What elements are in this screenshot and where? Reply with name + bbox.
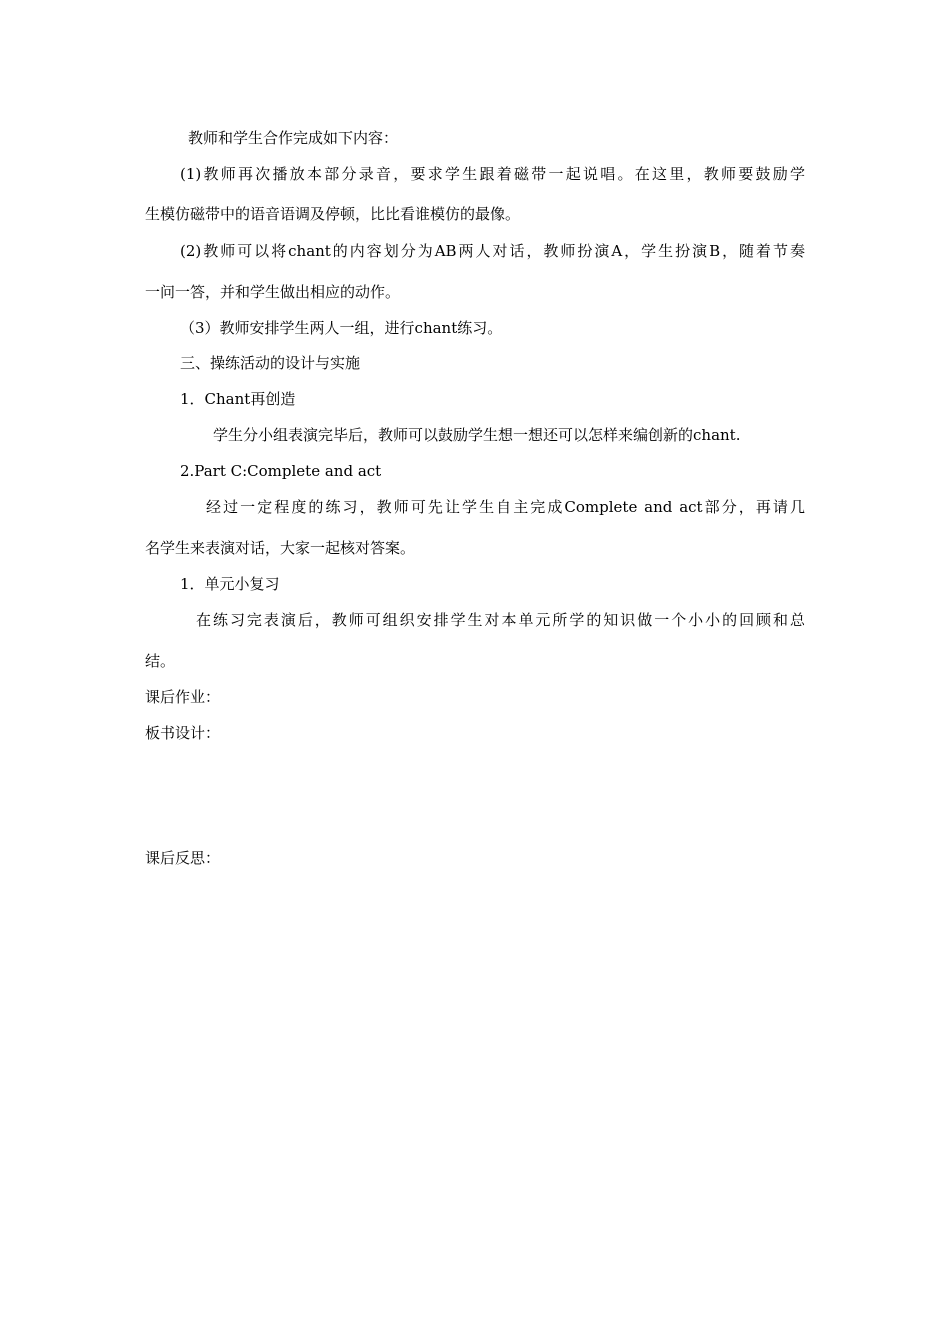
chant-paragraph: 学生分小组表演完毕后，教师可以鼓励学生想一想还可以怎样来编创新的chant. [213, 426, 741, 444]
step-2-line-2: 一问一答，并和学生做出相应的动作。 [145, 283, 401, 301]
step-1-line-2: 生模仿磁带中的语音语调及停顿，比比看谁模仿的最像。 [145, 205, 521, 223]
subheading-part-c: 2.Part C:Complete and act [180, 462, 382, 480]
review-line-2: 结。 [145, 652, 176, 670]
subheading-chant: 1．Chant再创造 [180, 390, 296, 408]
intro-line: 教师和学生合作完成如下内容： [188, 129, 399, 147]
step-1-line-1: (1)教师再次播放本部分录音，要求学生跟着磁带一起说唱。在这里，教师要鼓励学 [180, 165, 805, 183]
homework-label: 课后作业： [145, 688, 221, 706]
step-2-line-1: (2)教师可以将chant的内容划分为AB两人对话，教师扮演A，学生扮演B，随着节奏 [180, 242, 805, 260]
part-c-line-1: 经过一定程度的练习，教师可先让学生自主完成Complete and act部分，再请几 [206, 498, 805, 516]
board-design-label: 板书设计： [145, 724, 221, 742]
step-3-line: （3）教师安排学生两人一组，进行chant练习。 [180, 319, 503, 337]
reflection-label: 课后反思： [145, 849, 221, 867]
part-c-line-2: 名学生来表演对话，大家一起核对答案。 [145, 539, 416, 557]
review-line-1: 在练习完表演后，教师可组织安排学生对本单元所学的知识做一个小小的回顾和总 [196, 611, 805, 629]
subheading-review: 1．单元小复习 [180, 575, 280, 593]
section-heading-3: 三、操练活动的设计与实施 [180, 354, 361, 372]
